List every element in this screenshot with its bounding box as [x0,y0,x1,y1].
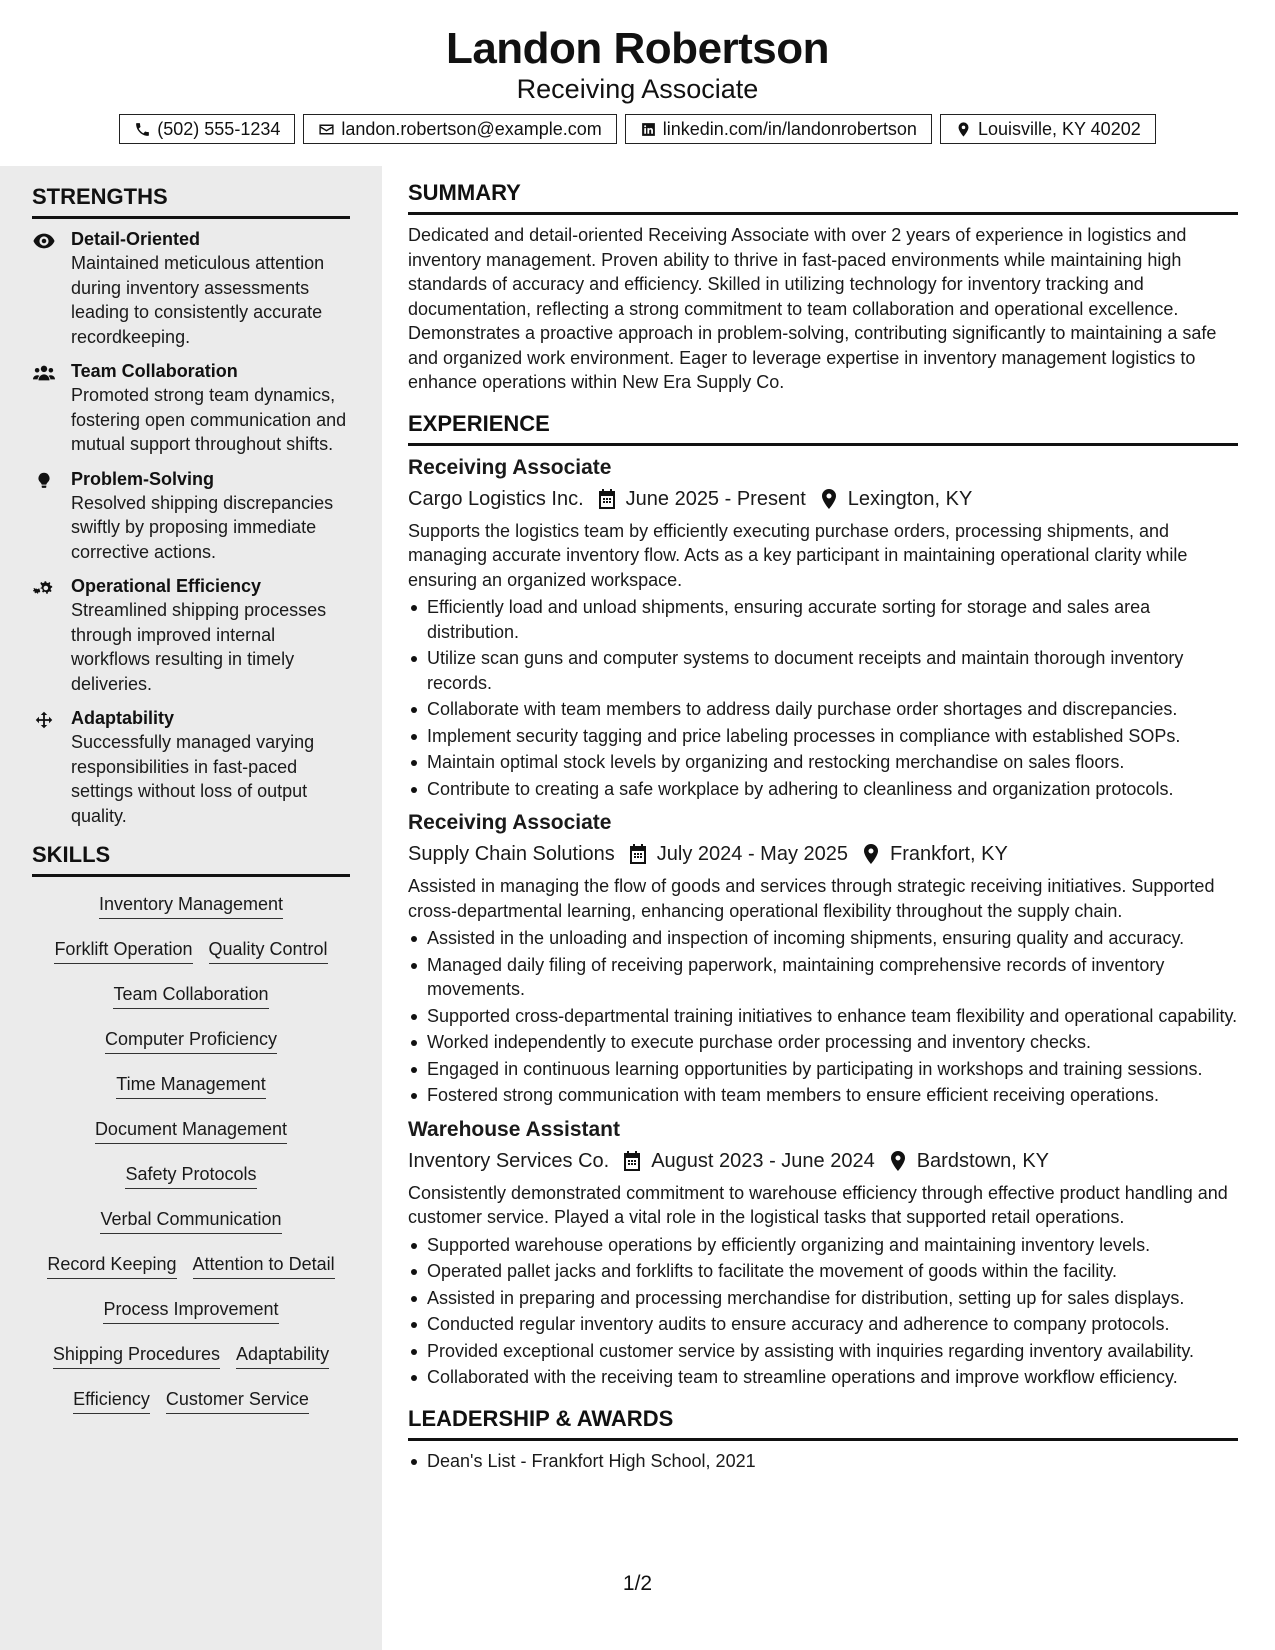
job-meta [408,485,1238,513]
gears-icon [32,578,56,598]
map-pin-icon [889,1151,907,1171]
experience-heading: EXPERIENCE [408,411,1238,446]
strength-title: Problem-Solving [71,468,215,489]
strength-desc: Successfully managed varying responsibilities in fast-paced settings without loss of output quality. [71,732,315,826]
job-bullets [408,926,1238,1108]
list-item: Fostered strong communication with team members to ensure efficient receiving operations. [408,1083,1238,1108]
list-item: Efficiently load and unload shipments, ensuring accurate sorting for storage and sales area distribution. [408,595,1238,644]
strength-desc: Resolved shipping discrepancies swiftly by proposing immediate corrective actions. [71,492,334,562]
strengths-list [32,227,350,828]
calendar-icon [598,489,616,509]
map-pin-icon [862,844,880,864]
job-company: Cargo Logistics Inc. [408,487,584,510]
job-title: Receiving Associate [408,811,612,834]
skill-tag: Shipping Procedures [53,1341,220,1369]
strength-desc: Maintained meticulous attention during inventory assessments leading to consistently accurate recordkeeping. [71,253,325,347]
skill-row [32,1206,350,1251]
lightbulb-icon [32,471,56,491]
skills-list [32,891,350,1431]
strength-item [32,359,350,457]
list-item: Collaborate with team members to address daily purchase order shortages and discrepancies. [408,697,1238,722]
envelope-icon [318,121,335,138]
job-title: Warehouse Assistant [408,1117,620,1141]
skill-tag: Attention to Detail [193,1251,335,1279]
list-item: Utilize scan guns and computer systems to document receipts and maintain thorough inventory records. [408,646,1238,695]
job-bullets [408,1233,1238,1390]
list-item: Worked independently to execute purchase order processing and inventory checks. [408,1030,1238,1055]
job-dates: July 2024 - May 2025 [656,843,849,865]
skill-row [32,1116,350,1161]
contact-location[interactable] [940,114,1156,144]
list-item: Dean's List - Frankfort High School, 2021 [408,1449,1238,1474]
sidebar [0,166,382,1650]
phone-icon [134,121,151,138]
strength-title: Detail-Oriented [71,229,201,249]
job-company: Inventory Services Co. [408,1149,610,1172]
skills-heading: SKILLS [32,842,350,877]
list-item: Collaborated with the receiving team to streamline operations and improve workflow efficiency. [408,1365,1238,1390]
list-item: Supported cross-departmental training initiatives to enhance team flexibility and operational capability. [408,1004,1238,1029]
list-item: Engaged in continuous learning opportunities by participating in workshops and training sessions. [408,1057,1238,1082]
eye-icon [32,231,56,251]
list-item: Assisted in preparing and processing merchandise for distribution, setting up for sales displays. [408,1286,1238,1311]
skill-tag: Team Collaboration [113,981,268,1009]
job-meta [408,1147,1238,1175]
skill-row [32,1026,350,1071]
job-location: Bardstown, KY [916,1149,1050,1172]
skill-tag: Verbal Communication [100,1206,281,1234]
skill-row [32,891,350,936]
job-entry [408,809,1238,1108]
map-pin-icon [820,489,838,509]
skill-row [32,1161,350,1206]
job-location: Frankfort, KY [890,843,1008,865]
users-icon [32,363,56,383]
contact-linkedin[interactable] [625,114,932,144]
skill-tag: Adaptability [236,1341,329,1369]
page-number: 1/2 [622,1572,653,1595]
calendar-icon [629,844,647,864]
skill-tag: Efficiency [73,1386,150,1414]
contact-location-text: Louisville, KY 40202 [977,118,1141,139]
job-dates: August 2023 - June 2024 [651,1149,875,1172]
skill-row [32,1251,350,1296]
job-meta [408,840,1238,868]
skill-row [32,981,350,1026]
arrows-move-icon [32,710,56,730]
skill-row [32,936,350,981]
strength-title: Adaptability [71,708,175,728]
strength-title: Team Collaboration [71,361,238,381]
skill-tag: Computer Proficiency [105,1026,277,1054]
skill-tag: Quality Control [209,936,328,964]
contact-email[interactable] [303,114,616,144]
skill-tag: Document Management [95,1116,287,1144]
contact-linkedin-text: linkedin.com/in/landonrobertson [662,118,917,139]
leadership-heading: LEADERSHIP & AWARDS [408,1406,1238,1441]
leadership-list [408,1449,1238,1474]
skill-row [32,1341,350,1386]
map-pin-icon [955,121,972,138]
list-item: Contribute to creating a safe workplace by adhering to cleanliness and organization protocols. [408,777,1238,802]
skill-row [32,1071,350,1116]
strength-desc: Promoted strong team dynamics, fostering open communication and mutual support throughout shifts. [71,385,347,454]
skill-tag: Safety Protocols [125,1161,256,1189]
job-entry [408,1116,1238,1390]
strengths-heading: STRENGTHS [32,184,350,219]
skill-tag: Inventory Management [99,891,283,919]
skill-row [32,1386,350,1431]
list-item: Maintain optimal stock levels by organizing and restocking merchandise on sales floors. [408,750,1238,775]
job-title: Receiving Associate [408,455,612,479]
list-item: Operated pallet jacks and forklifts to facilitate the movement of goods within the facility. [408,1259,1238,1284]
contact-phone-text: (502) 555-1234 [157,118,281,139]
main-content [408,180,1238,1475]
resume-header [0,0,1275,166]
skill-tag: Process Improvement [103,1296,278,1324]
skill-tag: Forklift Operation [54,936,192,964]
strength-desc: Streamlined shipping processes through improved internal workflows resulting in timely deliveries. [71,600,327,694]
contact-phone[interactable] [119,114,295,144]
linkedin-icon [640,121,657,138]
calendar-icon [623,1151,641,1171]
strength-title: Operational Efficiency [71,576,262,596]
list-item: Provided exceptional customer service by assisting with inquiries regarding inventory availability. [408,1339,1238,1364]
job-dates: June 2025 - Present [625,487,806,510]
job-entry [408,454,1238,802]
list-item: Supported warehouse operations by efficiently organizing and maintaining inventory levels. [408,1233,1238,1258]
strength-item [32,467,350,565]
job-description: Consistently demonstrated commitment to warehouse efficiency through effective product handling and customer service. Played a vital role in the logistical tasks that supported retail operations. [408,1182,1228,1227]
list-item: Implement security tagging and price labeling processes in compliance with established SOPs. [408,724,1238,749]
candidate-title: Receiving Associate [516,74,759,104]
job-bullets [408,595,1238,801]
contact-bar [0,114,1275,144]
strength-item [32,706,350,828]
job-description: Supports the logistics team by efficiently executing purchase orders, processing shipments, and managing accurate inventory flow. Acts as a key participant in maintaining operational clarity while ensuring an organized workspace. [408,520,1188,590]
skill-tag: Time Management [116,1071,265,1099]
skill-tag: Customer Service [166,1386,309,1414]
list-item: Assisted in the unloading and inspection of incoming shipments, ensuring quality and accuracy. [408,926,1238,951]
job-description: Assisted in managing the flow of goods and services through strategic receiving initiatives. Supported cross-departmental learning, enhancing operational flexibility throughout the supply chain. [408,876,1215,921]
strength-item [32,227,350,349]
summary-heading: SUMMARY [408,180,1238,215]
job-company: Supply Chain Solutions [408,843,615,865]
skill-tag: Record Keeping [47,1251,176,1279]
job-location: Lexington, KY [847,487,973,510]
skill-row [32,1296,350,1341]
candidate-name: Landon Robertson [445,24,830,73]
list-item: Conducted regular inventory audits to ensure accuracy and adherence to company protocols. [408,1312,1238,1337]
strength-item [32,574,350,696]
summary-text: Dedicated and detail-oriented Receiving Associate with over 2 years of experience in logistics and inventory management. Proven ability to thrive in fast-paced environments while maintaining high standards of accuracy and efficiency. Skilled in utilizing technology for inventory tracking and documentation, reflecting a strong commitment to team collaboration and operational excellence. Demonstrates a proactive approach in problem-solving, contributing significantly to maintaining a safe and organized work environment. Eager to leverage expertise in inventory management logistics to enhance operations within New Era Supply Co. [408,225,1217,392]
contact-email-text: landon.robertson@example.com [341,118,602,139]
list-item: Managed daily filing of receiving paperwork, maintaining comprehensive records of inventory movements. [408,953,1238,1002]
